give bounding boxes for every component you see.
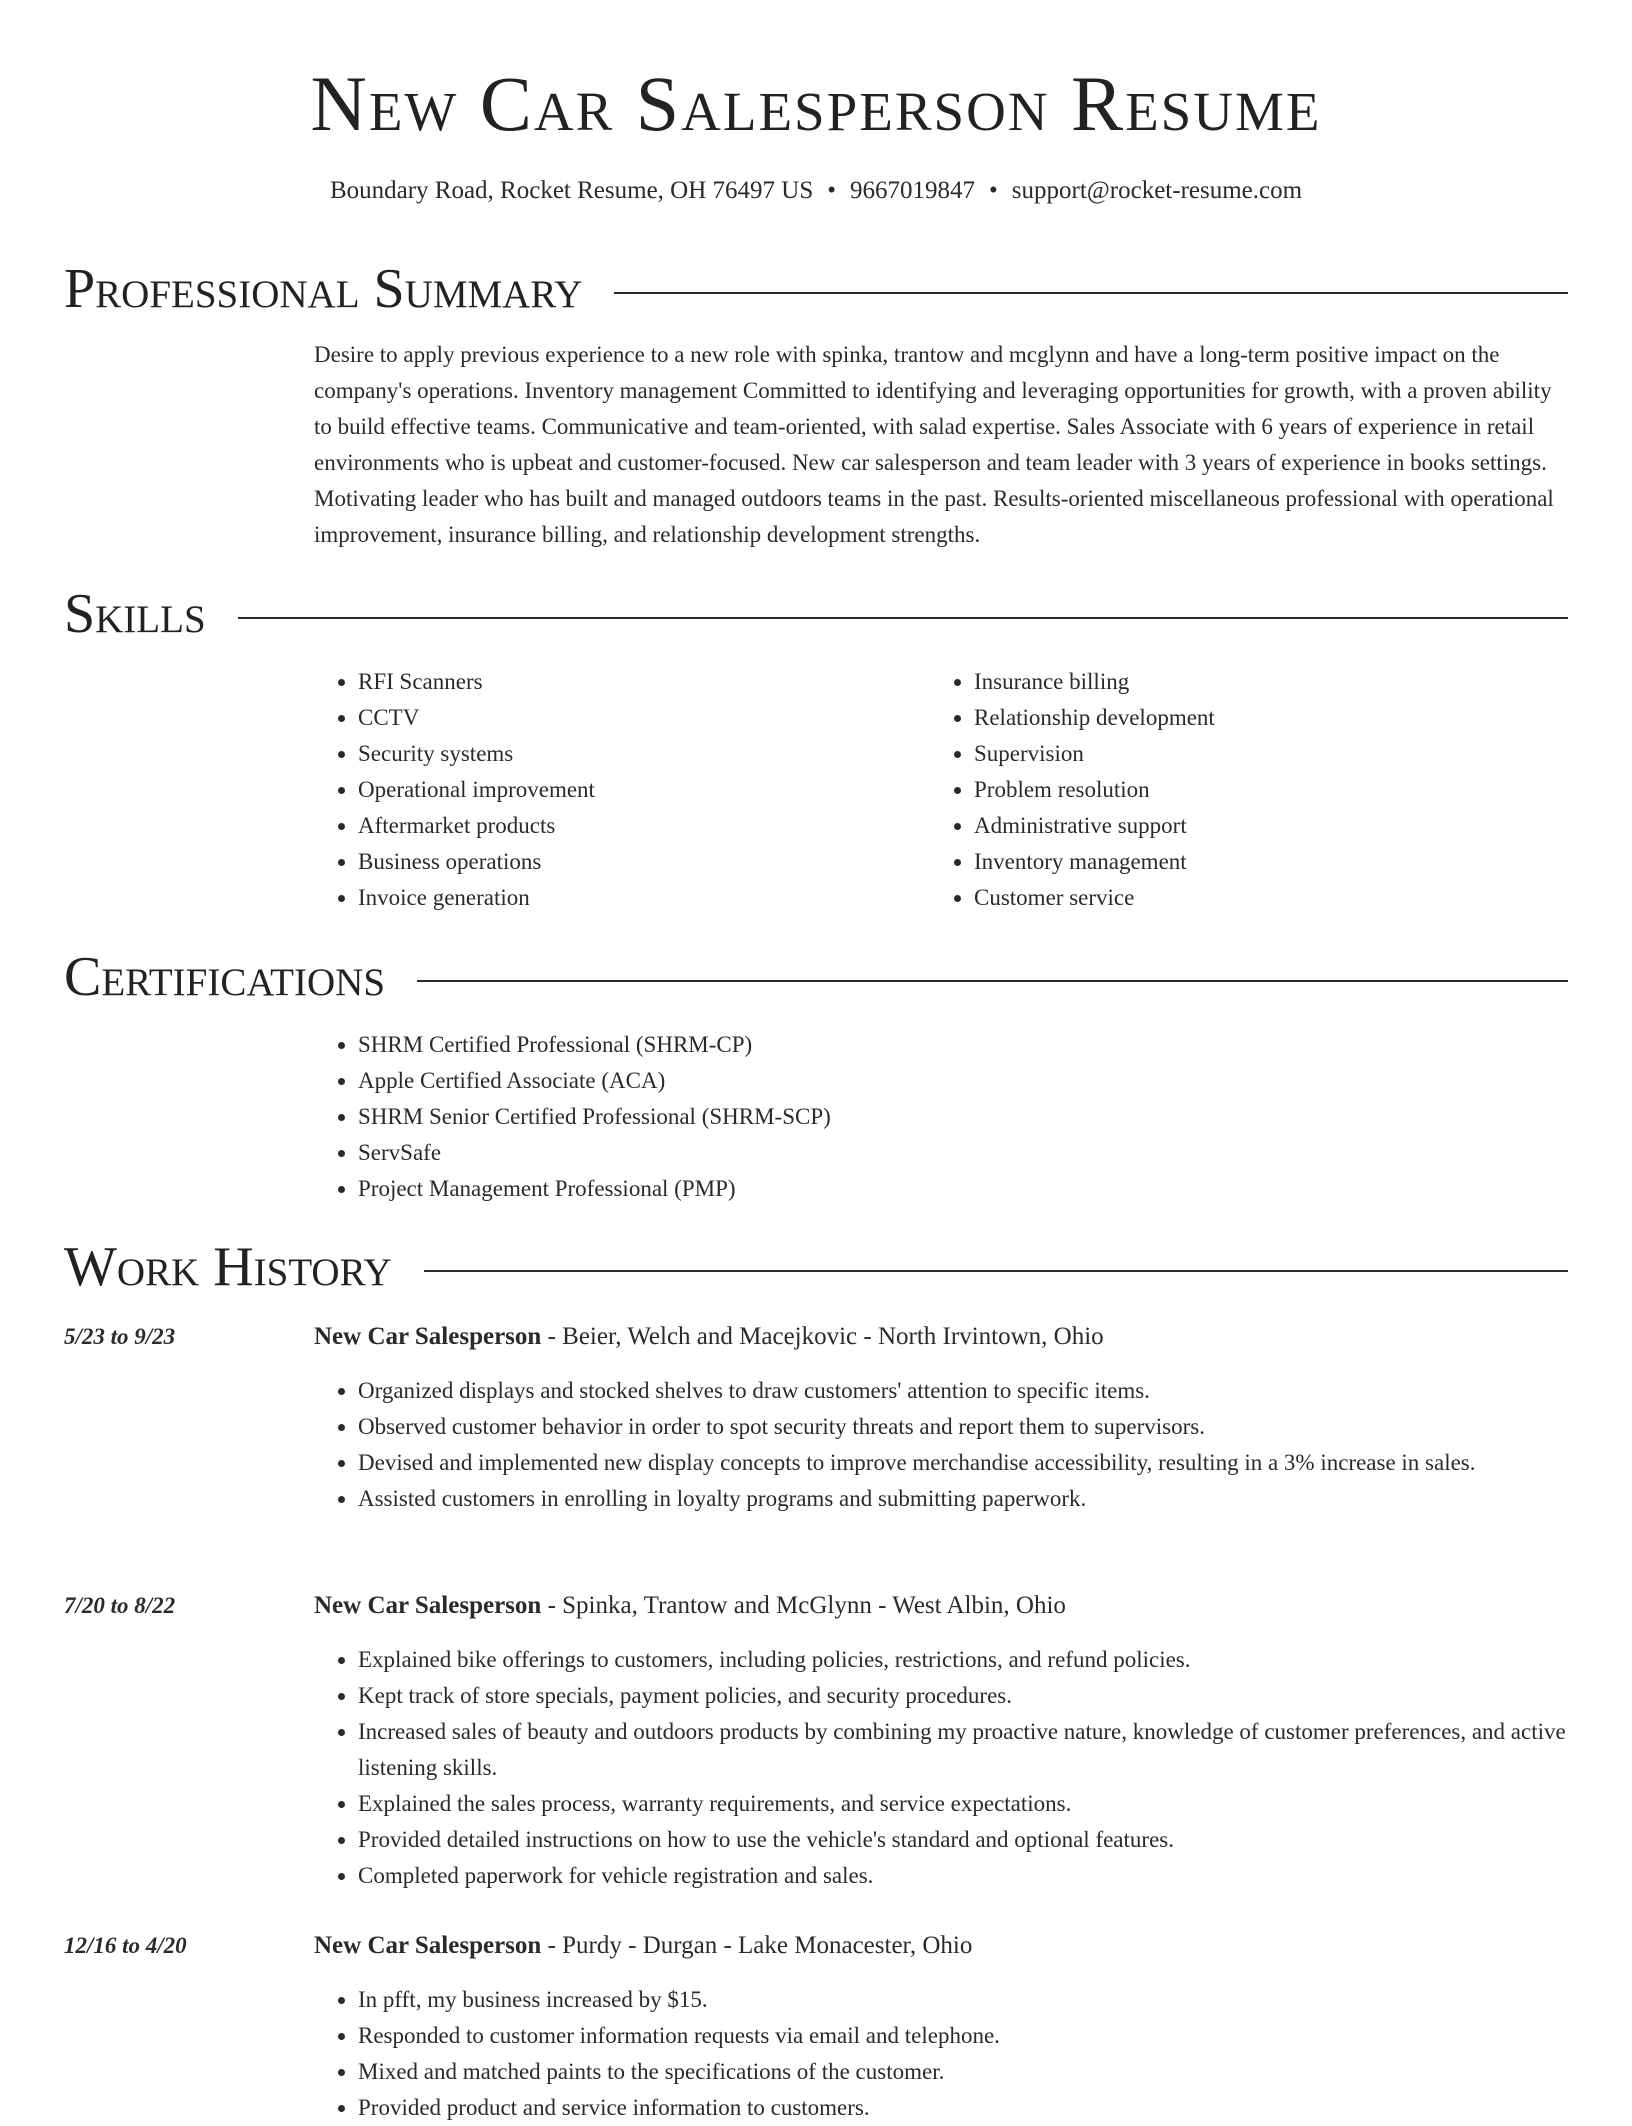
skills-column-right [930,664,1550,916]
skill-item: • Aftermarket products [358,808,914,844]
skill-item: • Supervision [974,736,1550,772]
skill-item: • CCTV [358,700,914,736]
section-divider [424,1270,1568,1272]
section-divider [238,617,1568,619]
job-bullet: • Provided detailed instructions on how to use the vehicle's standard and optional features. [358,1822,1568,1858]
certification-item: • Project Management Professional (PMP) [358,1171,1568,1207]
job-bullets [314,1373,1568,1517]
skill-item: • Invoice generation [358,880,914,916]
skill-item: • RFI Scanners [358,664,914,700]
section-divider [614,292,1568,294]
skills-section-header [64,582,1568,646]
certification-item: • Apple Certified Associate (ACA) [358,1063,1568,1099]
job-employer: - Purdy - Durgan - Lake Monacester, Ohio [541,1932,973,1959]
skill-item: • Administrative support [974,808,1550,844]
skill-item: • Problem resolution [974,772,1550,808]
certification-item: • ServSafe [358,1135,1568,1171]
job-bullets [314,1642,1568,1894]
job-title-line [314,1930,1568,1962]
section-divider [417,980,1568,982]
skill-item: • Business operations [358,844,914,880]
job-bullet: • Responded to customer information requests via email and telephone. [358,2018,1568,2054]
certification-item: • SHRM Senior Certified Professional (SHRM-SCP) [358,1099,1568,1135]
resume-title: New Car Salesperson Resume [310,60,1322,147]
job-bullet: • Completed paperwork for vehicle registration and sales. [358,1858,1568,1894]
summary-text: Desire to apply previous experience to a new role with spinka, trantow and mcglynn and have a long-term positive impact on the company's operations. Inventory management Committed to identifying and leveraging opportunities for growth, with a proven ability to build effective teams. Communicative and team-oriented, with salad expertise. Sales Associate with 6 years of experience in retail environments who is upbeat and customer-focused. New car salesperson and team leader with 3 years of experience in books settings. Motivating leader who has built and managed outdoors teams in the past. Results-oriented miscellaneous professional with operational improvement, insurance billing, and relationship development strengths. [314,342,1554,547]
job-date: 7/20 to 8/22 [64,1593,176,1618]
job-bullet: • Explained bike offerings to customers, including policies, restrictions, and refund policies. [358,1642,1568,1678]
job-title-line [314,1590,1568,1622]
job-employer: - Spinka, Trantow and McGlynn - West Albin, Ohio [541,1592,1066,1619]
certifications-heading: Certifications [64,946,386,1008]
skill-item: • Customer service [974,880,1550,916]
work-history-section-header [64,1235,1568,1299]
skill-item: • Inventory management [974,844,1550,880]
job-bullet: • Observed customer behavior in order to spot security threats and report them to supervisors. [358,1409,1568,1445]
skill-item: • Insurance billing [974,664,1550,700]
certification-item: • SHRM Certified Professional (SHRM-CP) [358,1027,1568,1063]
skill-item: • Operational improvement [358,772,914,808]
job-bullet: • Provided product and service information to customers. [358,2090,1568,2126]
skill-item: • Security systems [358,736,914,772]
job-bullet: • Increased sales of beauty and outdoors products by combining my proactive nature, knowledge of customer preferences, and active listening skills. [358,1714,1568,1786]
skills-column-left [314,664,914,916]
job-bullet: • Explained the sales process, warranty requirements, and service expectations. [358,1786,1568,1822]
job-bullets [314,1982,1568,2126]
summary-heading: Professional Summary [64,258,583,320]
job-bullet: • Assisted customers in enrolling in loyalty programs and submitting paperwork. [358,1481,1568,1517]
contact-email: support@rocket-resume.com [1011,177,1303,204]
contact-line [0,176,1632,206]
job-role: New Car Salesperson [314,1592,542,1619]
job-bullet: • Organized displays and stocked shelves to draw customers' attention to specific items. [358,1373,1568,1409]
job-bullet: • Kept track of store specials, payment policies, and security procedures. [358,1678,1568,1714]
job-bullet: • Devised and implemented new display concepts to improve merchandise accessibility, resulting in a 3% increase in sales. [358,1445,1568,1481]
contact-separator: • [827,177,836,204]
contact-phone: 9667019847 [850,177,975,204]
contact-address: Boundary Road, Rocket Resume, OH 76497 US [329,177,814,204]
job-date: 5/23 to 9/23 [64,1324,176,1349]
job-role: New Car Salesperson [314,1932,542,1959]
summary-section-header [64,257,1568,321]
job-title-line [314,1321,1568,1353]
job-bullet: • Mixed and matched paints to the specifications of the customer. [358,2054,1568,2090]
job-role: New Car Salesperson [314,1323,542,1350]
certifications-section-header [64,945,1568,1009]
work-history-heading: Work History [64,1236,392,1298]
job-employer: - Beier, Welch and Macejkovic - North Irvintown, Ohio [541,1323,1104,1350]
skill-item: • Relationship development [974,700,1550,736]
job-date: 12/16 to 4/20 [64,1933,187,1958]
skills-heading: Skills [64,583,206,645]
job-bullet: • In pfft, my business increased by $15. [358,1982,1568,2018]
contact-separator: • [989,177,998,204]
certifications-list [314,1027,1568,1207]
